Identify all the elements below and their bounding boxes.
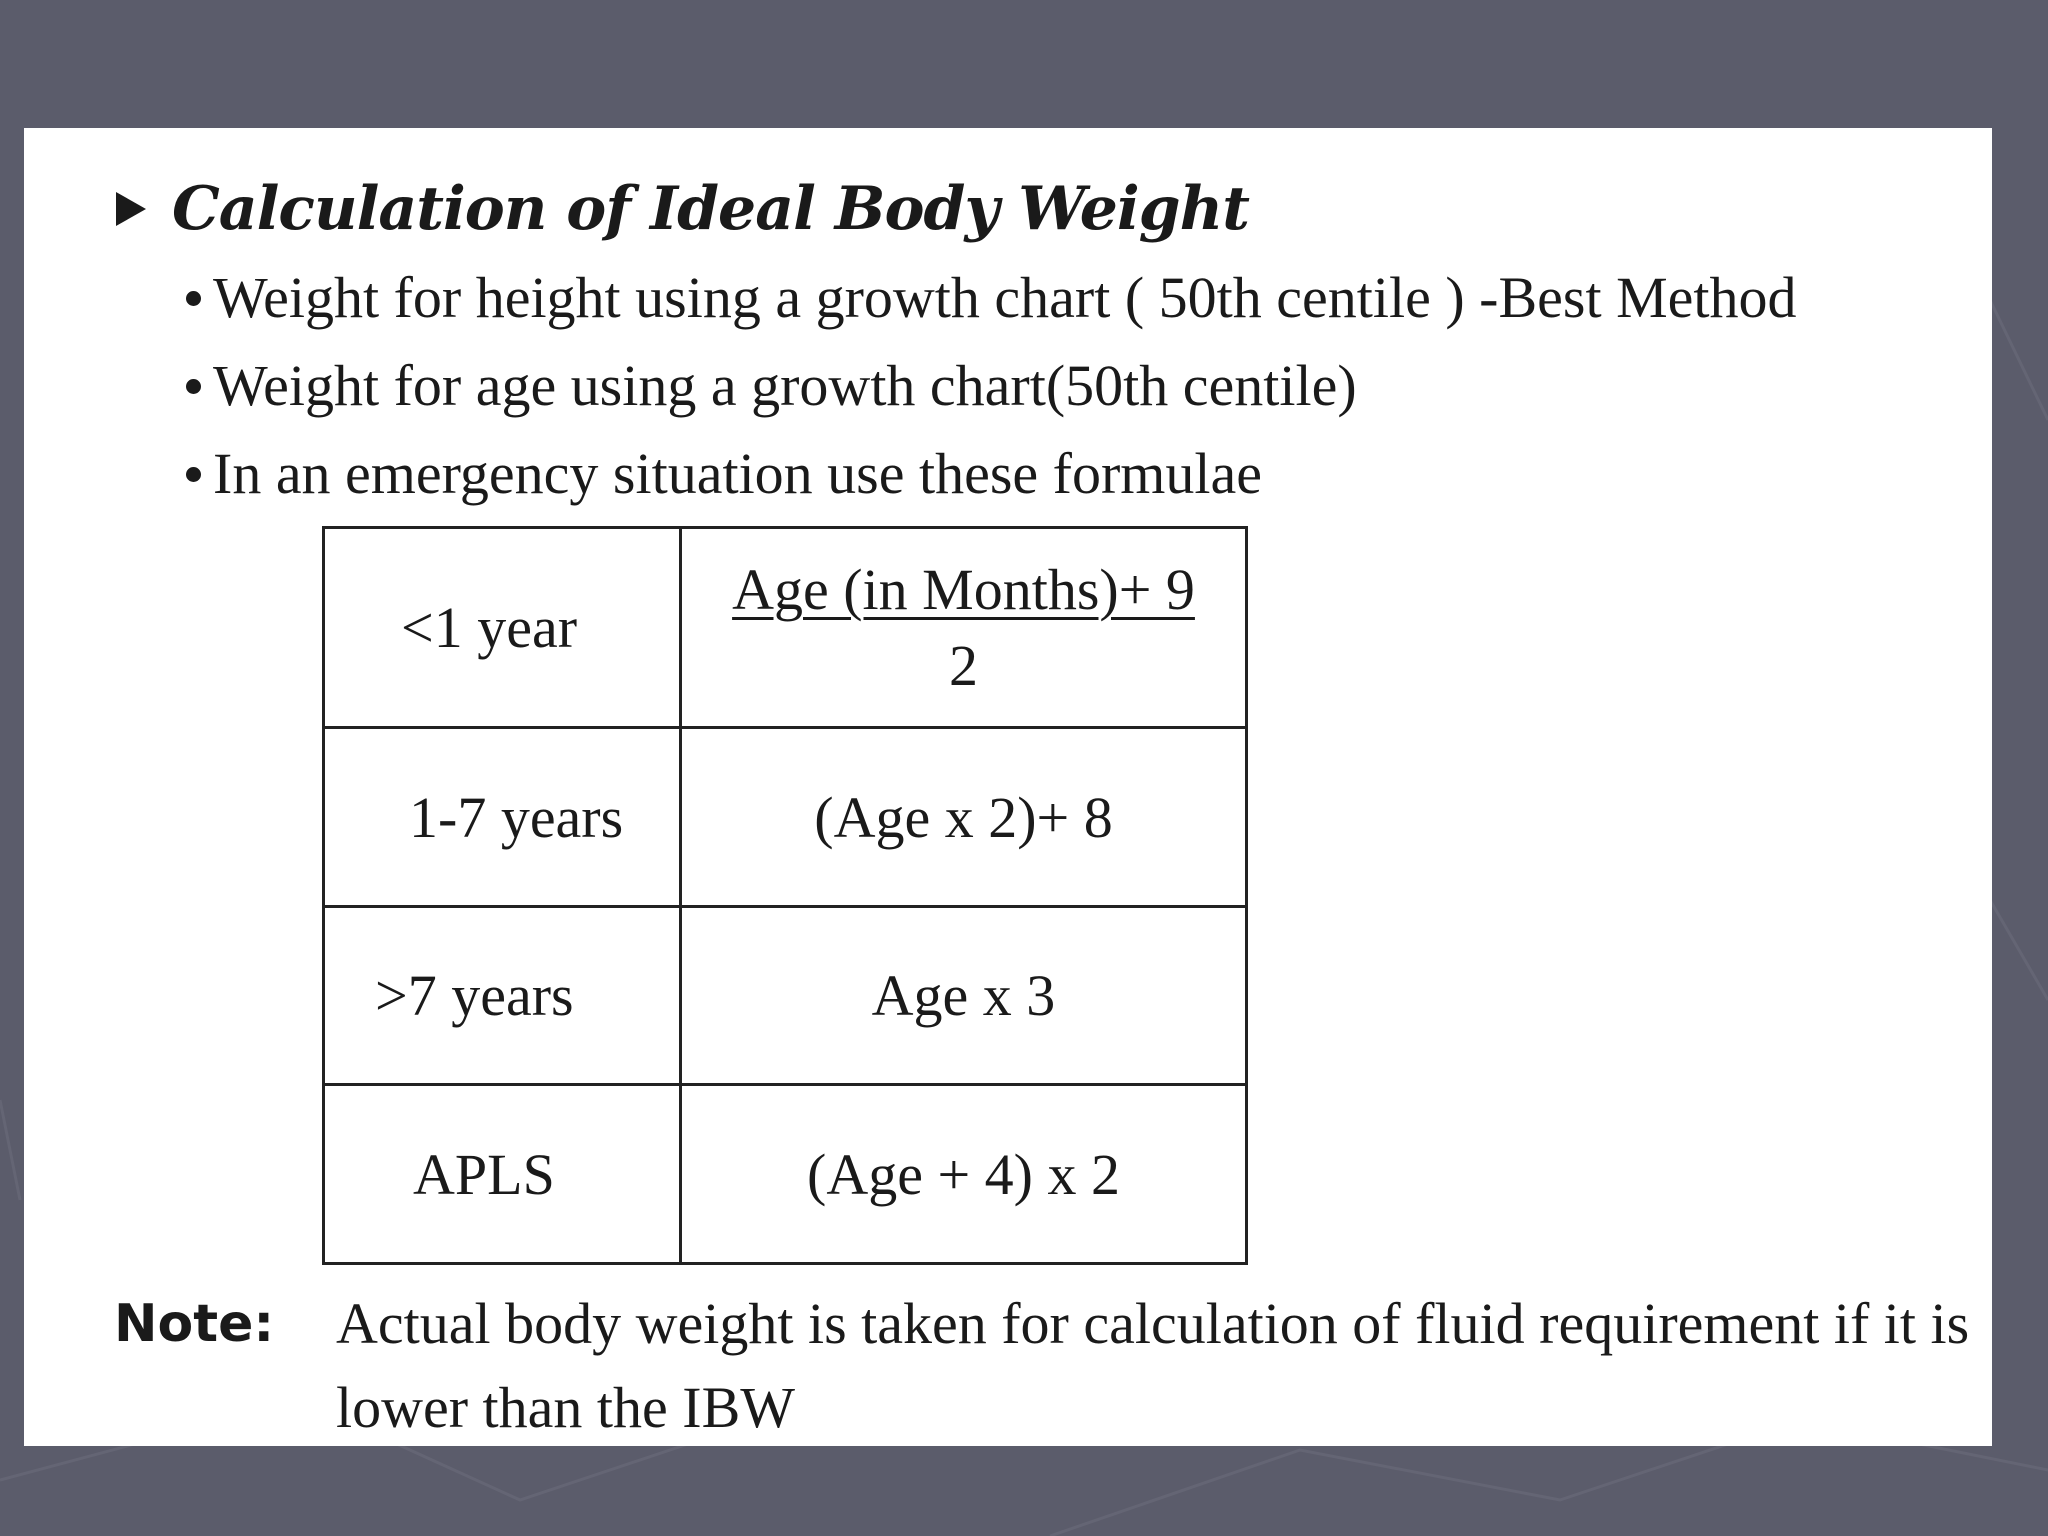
bullet-text: In an emergency situation use these formulae [213,441,1263,506]
bullet-text: Weight for age using a growth chart(50th centile) [213,353,1357,418]
bullet-list [182,254,1797,518]
bullet-icon [186,467,201,482]
age-group-label: APLS [413,1141,555,1207]
age-group-cell [324,528,681,728]
slide-title: Calculation of Ideal Body Weight [172,174,1249,244]
formula-denominator: 2 [949,632,978,698]
age-group-label: >7 years [375,963,574,1028]
age-group-cell [324,728,681,907]
slide-card [24,128,1992,1446]
bullet-text: Weight for height using a growth chart ( 50th centile ) -Best Method [213,265,1797,330]
bullet-icon [186,291,201,306]
table-row [324,1085,1247,1264]
formula-text: (Age + 4) x 2 [807,1141,1120,1207]
note-label: Note: [114,1294,275,1354]
age-group-cell [324,907,681,1085]
table-row [324,728,1247,907]
formula-cell [681,907,1247,1085]
bullet-item [182,254,1797,342]
play-triangle-icon [116,192,146,226]
age-group-label: 1-7 years [409,784,624,850]
table-row [324,907,1247,1085]
bullet-item [182,342,1797,430]
age-group-label: <1 year [401,595,578,660]
formula-fraction [732,552,1195,704]
formula-cell [681,728,1247,907]
ibw-formula-table [322,526,1248,1265]
note-text: Actual body weight is taken for calculation of fluid requirement if it is lower than the IBW [336,1291,1970,1440]
formula-cell [681,1085,1247,1264]
bullet-icon [186,379,201,394]
formula-numerator: Age (in Months)+ 9 [732,556,1195,622]
table-row [324,528,1247,728]
age-group-cell [324,1085,681,1264]
formula-text: (Age x 2)+ 8 [814,784,1113,850]
heading-row [116,164,1249,254]
formula-cell [681,528,1247,728]
bullet-item [182,430,1797,518]
formula-text: Age x 3 [871,963,1056,1028]
